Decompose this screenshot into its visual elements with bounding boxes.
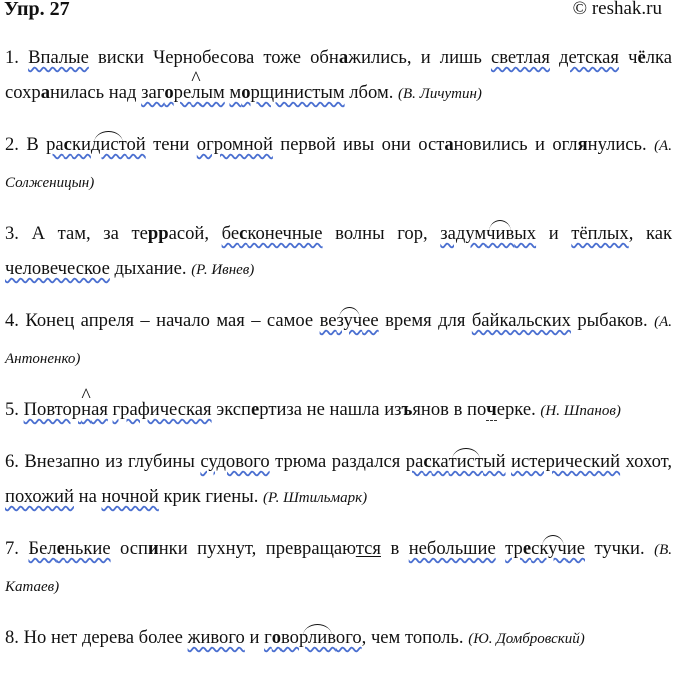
site-credit: © reshak.ru	[572, 0, 662, 19]
page-header	[4, 0, 662, 28]
sentence-3: 3. А там, за террасой, бесконечные волны гор, задумчивых и тёплых, как человеческое дыхание. (Р. Ивнев)	[5, 223, 673, 279]
sentence-7-author: (В. Катаев)	[5, 542, 673, 595]
sentence-2: 2. В раскидистой тени огромной первой ивы они остановились и оглянулись. (А. Солженицын)	[5, 134, 672, 191]
sentence-8: 8. Но нет дерева более живого и говорливого, чем тополь. (Ю. Домбровский)	[5, 627, 585, 648]
sentence-1: 1. Впалые виски Чернобесова тоже обнажились, и лишь светлая детская чёлка сохранилась над загоре^ лым морщинистым лбом. (В. Личутин)	[5, 40, 672, 112]
sentence-5: 5. Повтор^ ная графическая экспертиза не нашла изъянов в почерке. (Н. Шпанов)	[5, 392, 672, 429]
sentence-4-author: (А. Антоненко)	[5, 314, 673, 367]
sentence-4: 4. Конец апреля – начало мая – самое везучее время для байкальских рыбаков. (А. Антоненко)	[5, 310, 673, 367]
sentence-2-author: (А. Солженицын)	[5, 138, 672, 191]
sentence-1-author: (В. Личутин)	[398, 86, 482, 102]
sentence-5-author: (Н. Шпанов)	[540, 403, 621, 419]
sentence-6: 6. Внезапно из глубины судового трюма раздался раскатистый истерический хохот, похожий на ночной крик гиены. (Р. Штильмарк)	[5, 451, 672, 507]
sentence-6-author: (Р. Штильмарк)	[263, 490, 368, 506]
exercise-text	[5, 40, 672, 657]
sentence-7: 7. Беленькие оспинки пухнут, превращаются в небольшие трескучие тучки. (В. Катаев)	[5, 538, 673, 595]
sentence-8-author: (Ю. Домбровский)	[468, 631, 585, 647]
exercise-title: Упр. 27	[4, 0, 70, 20]
sentence-3-author: (Р. Ивнев)	[191, 262, 255, 278]
